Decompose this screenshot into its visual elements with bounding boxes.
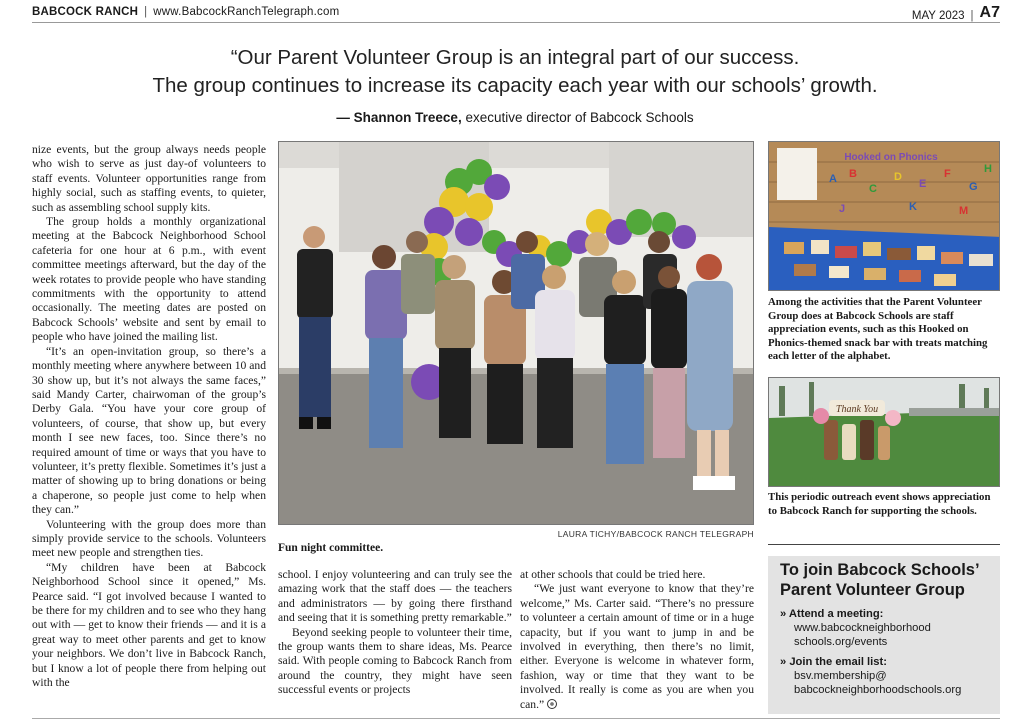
- svg-text:E: E: [919, 178, 927, 190]
- paragraph: “It’s an open-invitation group, so there’s a monthly meeting where anywhere between 10 and 30 show up, but it’s not always the same faces,” said Mandy Carter, chairwoman of the group’s Derby Gala. “You have your core group of volunteers, of course, that show up, but every month I see new faces, too. Since there’s no required amount of time or ways that you have to volunteer, it’s pretty flexible. Sometimes it’s just a matter of showing up to bring donations or being a chaperone, so people just come to help when they can.”: [32, 344, 266, 517]
- svg-text:D: D: [894, 171, 902, 183]
- snack-bar-sign: Hooked on Phonics: [844, 152, 938, 163]
- attribution-name: — Shannon Treece,: [336, 110, 462, 125]
- pull-quote-line-1: “Our Parent Volunteer Group is an integral part of our success.: [230, 46, 800, 69]
- svg-text:F: F: [944, 168, 951, 180]
- outreach-photo: [768, 377, 1000, 487]
- paragraph: The group holds a monthly organizational meeting at the Babcock Neighborhood School cafeteria for one hour at 6 p.m., with event committee meetings afterward, but the day of the week rotates to provide people who have standing commitments with the opportunity to attend occasionally. The meeting dates are posted on Babcock Schools’ website and sent by email to people who have joined the mailing list.: [32, 215, 266, 344]
- attribution-title: executive director of Babcock Schools: [465, 110, 694, 125]
- svg-text:G: G: [969, 181, 978, 193]
- main-photo: [278, 141, 754, 525]
- info-item-label: » Attend a meeting:: [780, 608, 884, 620]
- issue-date: MAY 2023: [911, 10, 965, 22]
- info-box: [768, 556, 1000, 714]
- paragraph: Volunteering with the group does more than simply provide service to the schools. Volunteers meet new people and strengthen ties.: [32, 517, 266, 560]
- paragraph: Beyond seeking people to volunteer their time, the group wants them to share ideas, Ms. Pearce said. With people coming to Babcock Ranch from around the country, they might have seen successful events or projects: [278, 625, 512, 697]
- email-link[interactable]: bsv.membership@ babcockneighborhoodschools.org: [794, 670, 962, 696]
- pull-quote: [60, 44, 970, 125]
- header-left: [32, 6, 339, 18]
- info-item-email: [780, 655, 990, 697]
- meeting-link[interactable]: www.babcockneighborhood schools.org/events: [794, 622, 931, 648]
- header-separator: |: [144, 6, 148, 18]
- header-rule: [32, 22, 1000, 23]
- svg-text:A: A: [829, 173, 837, 185]
- info-item-label: » Join the email list:: [780, 656, 887, 668]
- paragraph-text: “We just want everyone to know that they’re welcome,” Ms. Carter said. “There’s no pressure to volunteer a certain amount of time or in a huge capacity, but if you want to jump in and be involved in everything, then there’s no limit, either. Everyone is welcome in whatever form, fashion, way or time that they want to be involved. It really is come as you are when you can.”: [520, 582, 754, 711]
- paragraph: “My children have been at Babcock Neighborhood School since it opened,” Ms. Pearce said. “I got involved because I wanted to be there for my children and to see who they hang out with — get to know their friends — and it is a great way to meet other parents and get to know your neighbors. We don’t live in Babcock Ranch, but I know a lot of people there from helping out with the: [32, 560, 266, 690]
- page-number: A7: [979, 4, 1000, 21]
- photo-caption: Fun night committee.: [278, 542, 384, 554]
- header-separator: |: [970, 10, 974, 22]
- outreach-caption: This periodic outreach event shows appreciation to Babcock Ranch for supporting the schools.: [768, 491, 991, 517]
- section-name: BABCOCK RANCH: [32, 6, 139, 18]
- paragraph: school. I enjoy volunteering and can truly see the amazing work that the staff does — the teachers and administrators — by going there firsthand and seeing that it is something pretty remarkable.”: [278, 568, 512, 625]
- svg-text:B: B: [849, 168, 857, 180]
- svg-text:M: M: [959, 205, 969, 217]
- info-box-title: To join Babcock Schools’ Parent Volunteer Group: [780, 561, 979, 599]
- group-photo-illustration: [279, 142, 754, 525]
- sidebar-rule: [768, 544, 1000, 545]
- header-right: [912, 4, 1000, 22]
- snack-bar-caption: Among the activities that the Parent Volunteer Group does at Babcock Schools are staff appreciation events, such as this Hooked on Phonics-themed snack bar with treats matching each letter of the alphabet.: [768, 296, 988, 362]
- photo-credit: LAURA TICHY/BABCOCK RANCH TELEGRAPH: [557, 529, 754, 539]
- svg-text:J: J: [839, 203, 846, 215]
- end-mark-icon: [547, 699, 557, 709]
- site-url[interactable]: www.BabcockRanchTelegraph.com: [153, 6, 340, 18]
- article-column-2: [278, 568, 512, 698]
- article-column-3: [520, 568, 754, 712]
- snack-bar-illustration: [769, 142, 1000, 291]
- page-header: [32, 4, 1000, 22]
- paragraph: nize events, but the group always needs people who wish to serve as just day-of volunteers to staff events. Volunteer opportunities range from highly social, such as staffing events, to quieter, such as assembling school supply kits.: [32, 143, 266, 214]
- svg-text:C: C: [869, 183, 877, 195]
- paragraph: at other schools that could be tried here.: [520, 568, 706, 581]
- svg-text:H: H: [984, 163, 992, 175]
- thank-you-sign: Thank You: [835, 404, 879, 415]
- article-column-1: [32, 143, 266, 690]
- footer-rule: [32, 718, 1000, 719]
- pull-quote-line-2: The group continues to increase its capacity each year with our schools’ growth.: [152, 74, 878, 97]
- info-item-meeting: [780, 607, 990, 649]
- pull-quote-attribution: [60, 110, 970, 125]
- outreach-illustration: [769, 378, 1000, 487]
- snack-bar-photo: [768, 141, 1000, 291]
- paragraph: [520, 582, 754, 712]
- svg-text:K: K: [909, 201, 917, 213]
